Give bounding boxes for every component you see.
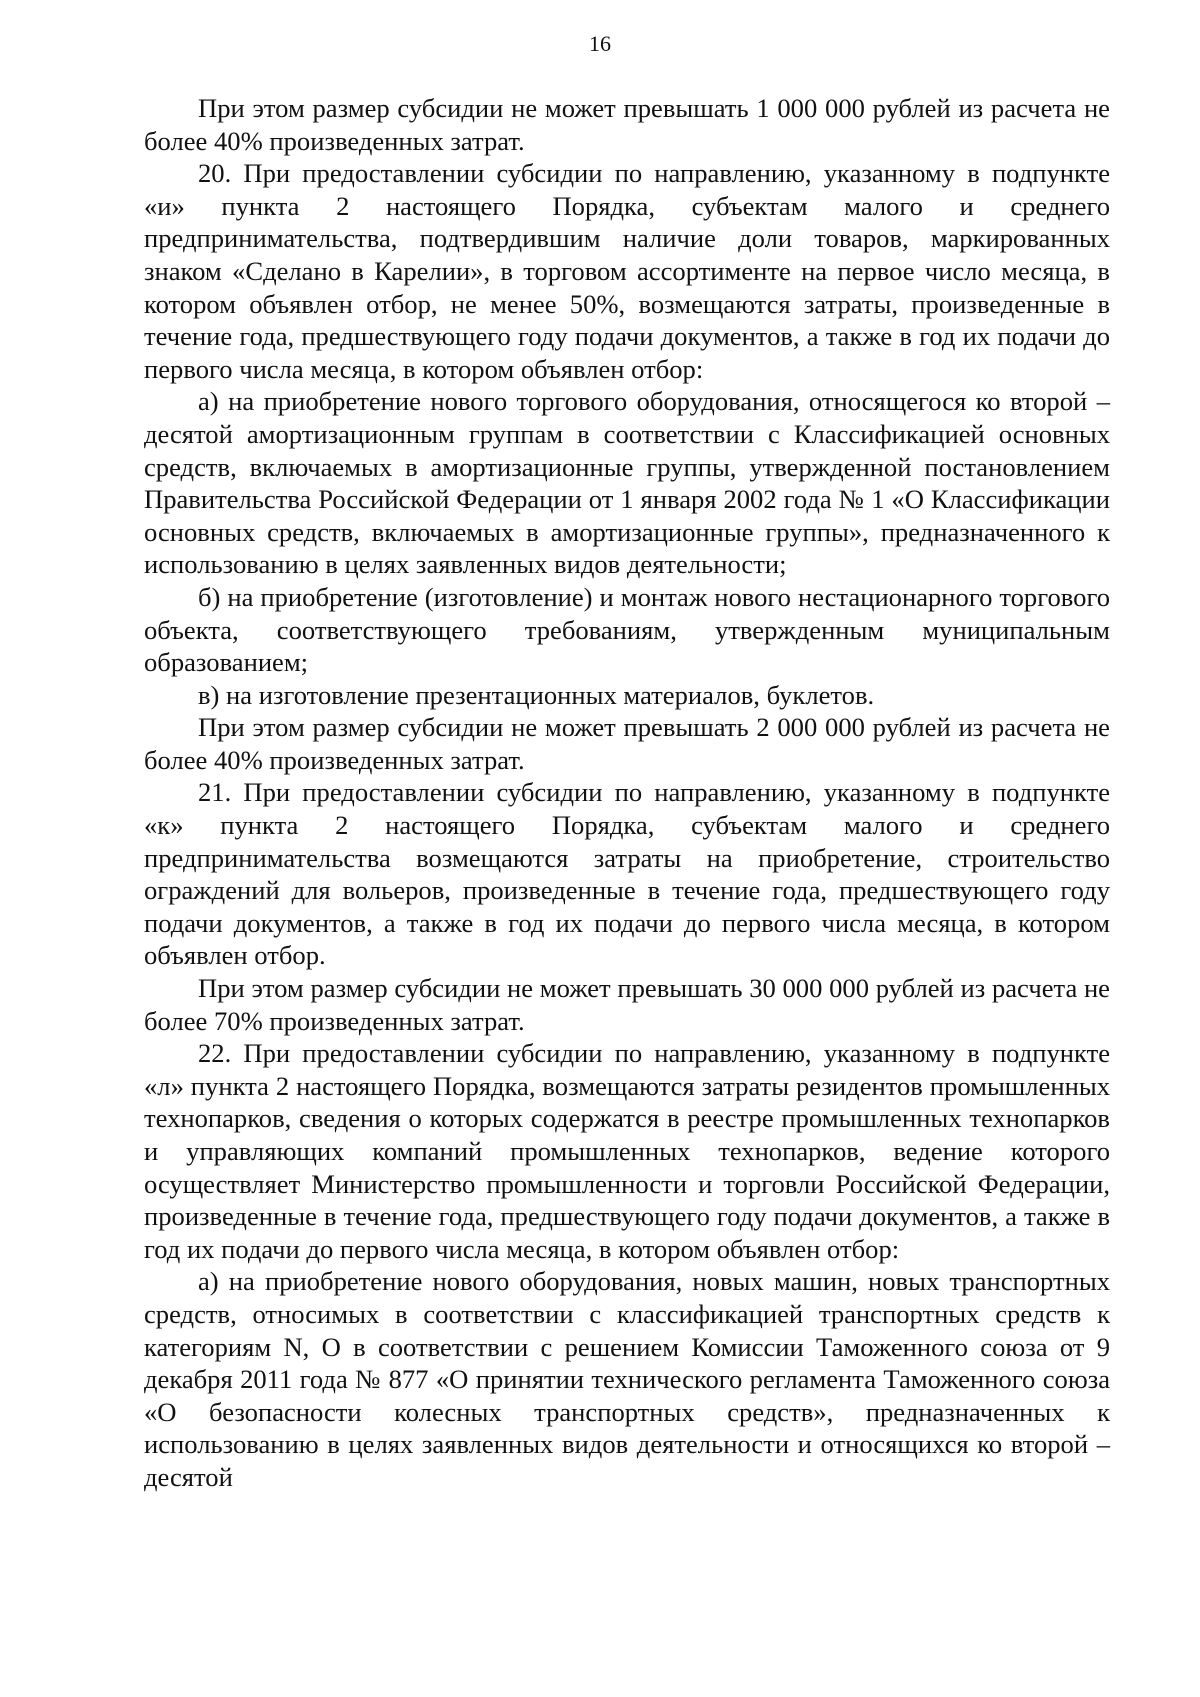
document-body [144,92,1110,1494]
page-number: 16 [589,31,611,56]
paragraph-item-20-b: б) на приобретение (изготовление) и монтаж нового нестационарного торгового объекта, соответствующего требованиям, утвержденным муниципальным образованием; [144,581,1110,678]
paragraph-item-22-a: а) на приобретение нового оборудования, новых машин, новых транспортных средств, относимых в соответствии с классификацией транспортных средств к категориям N, O в соответствии с решением Комиссии Таможенного союза от 9 декабря 2011 года № 877 «О принятии технического регламента Таможенного союза «О безопасности колесных транспортных средств», предназначенных к использованию в целях заявленных видов деятельности и относящихся ко второй – десятой [144,1266,1110,1492]
paragraph-item-21: 21. При предоставлении субсидии по направлению, указанному в подпункте «к» пункта 2 настоящего Порядка, субъектам малого и среднего предпринимательства возмещаются затраты на приобретение, строительство ограждений для вольеров, произведенные в течение года, предшествующего году подачи документов, а также в год их подачи до первого числа месяца, в котором объявлен отбор. [144,777,1110,971]
paragraph-item-20: 20. При предоставлении субсидии по направлению, указанному в подпункте «и» пункта 2 настоящего Порядка, субъектам малого и среднего предпринимательства, подтвердившим наличие доли товаров, маркированных знаком «Сделано в Карелии», в торговом ассортименте на первое число месяца, в котором объявлен отбор, не менее 50%, возмещаются затраты, произведенные в течение года, предшествующего году подачи документов, а также в год их подачи до первого числа месяца, в котором объявлен отбор: [144,158,1110,384]
paragraph-item-20-a: а) на приобретение нового торгового оборудования, относящегося ко второй – десятой амортизационным группам в соответствии с Классификацией основных средств, включаемых в амортизационные группы, утвержденной постановлением Правительства Российской Федерации от 1 января 2002 года № 1 «О Классификации основных средств, включаемых в амортизационные группы», предназначенного к использованию в целях заявленных видов деятельности; [144,386,1110,580]
paragraph-item-22: 22. При предоставлении субсидии по направлению, указанному в подпункте «л» пункта 2 настоящего Порядка, возмещаются затраты резидентов промышленных технопарков, сведения о которых содержатся в реестре промышленных технопарков и управляющих компаний промышленных технопарков, ведение которого осуществляет Министерство промышленности и торговли Российской Федерации, произведенные в течение года, предшествующего году подачи документов, а также в год их подачи до первого числа месяца, в котором объявлен отбор: [144,1038,1110,1264]
paragraph-subsidy-limit-1: При этом размер субсидии не может превышать 1 000 000 рублей из расчета не более 40% произведенных затрат. [144,93,1110,156]
paragraph-subsidy-limit-2: При этом размер субсидии не может превышать 2 000 000 рублей из расчета не более 40% произведенных затрат. [144,712,1110,775]
paragraph-item-20-v: в) на изготовление презентационных материалов, буклетов. [198,679,875,710]
paragraph-subsidy-limit-3: При этом размер субсидии не может превышать 30 000 000 рублей из расчета не более 70% произведенных затрат. [144,973,1110,1036]
